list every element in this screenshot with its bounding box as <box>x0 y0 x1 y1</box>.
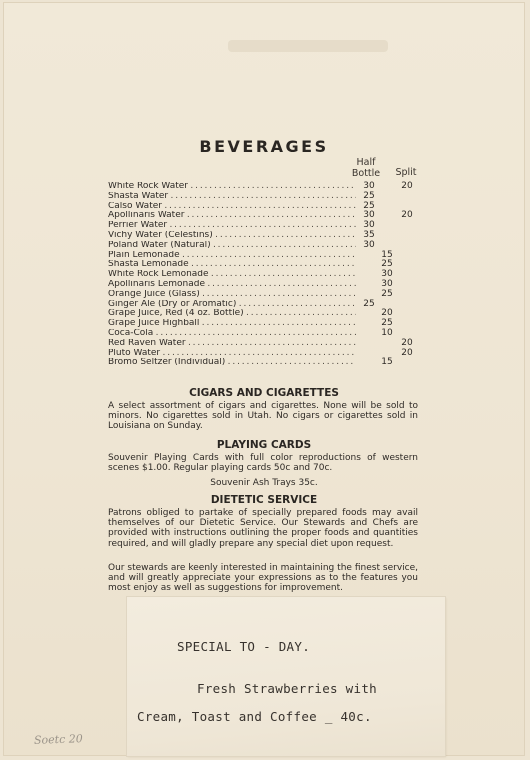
beverage-row <box>108 241 428 251</box>
beverage-price: 30 <box>381 269 393 280</box>
beverage-name: Coca-Cola . . . <box>108 329 356 339</box>
beverage-name: Orange Juice (Glass) . . . <box>108 290 356 300</box>
beverage-name: Red Raven Water . . . <box>108 339 356 349</box>
beverage-row <box>108 182 428 192</box>
beverage-name: Grape Juice, Red (4 oz. Bottle) . . . <box>108 309 356 319</box>
beverage-row <box>108 319 428 329</box>
beverage-name: Apollinaris Lemonade . . . <box>108 280 356 290</box>
beverage-row <box>108 260 428 270</box>
beverage-price: 10 <box>381 327 393 338</box>
playing-cards-heading: PLAYING CARDS <box>216 439 312 451</box>
column-header-half-bottle-label: Half Bottle <box>351 157 381 179</box>
beverage-name: Calso Water . . . <box>108 202 356 212</box>
beverage-price-half-bottle: 25 <box>363 200 375 211</box>
cigars-text: A select assortment of cigars and cigarettes. None will be sold to minors. No cigarettes sold in Utah. No cigars or cigarettes sold in Louisiana on Sunday. <box>108 401 418 432</box>
special-slip-line-2: Fresh Strawberries with <box>197 681 377 696</box>
ash-trays-text: Souvenir Ash Trays 35c. <box>210 478 318 488</box>
cigars-heading: CIGARS AND CIGARETTES <box>189 387 339 399</box>
special-slip-line-3: Cream, Toast and Coffee _ 40c. <box>137 709 372 724</box>
special-slip-line-1: SPECIAL TO - DAY. <box>177 639 311 654</box>
beverage-name: Shasta Lemonade . . . <box>108 260 356 270</box>
beverage-row <box>108 251 428 261</box>
beverage-price: 20 <box>381 308 393 319</box>
beverage-name: Pluto Water . . . <box>108 349 356 359</box>
beverage-price-half-bottle: 25 <box>363 298 375 309</box>
pencil-annotation: Soetc 20 <box>33 732 83 747</box>
column-header-half-bottle <box>347 158 385 179</box>
beverage-name: Apollinaris Water . . . <box>108 211 356 221</box>
beverage-row <box>108 329 428 339</box>
beverage-price-half-bottle: 35 <box>363 229 375 240</box>
beverage-row <box>108 300 428 310</box>
beverage-row <box>108 221 428 231</box>
closing-text: Our stewards are keenly interested in maintaining the finest service, and will greatly appreciate your expressions as to the features you most enjoy as well as suggestions for improvement. <box>108 563 418 594</box>
beverage-price: 30 <box>381 278 393 289</box>
beverage-name: Vichy Water (Celestins) . . . <box>108 231 356 241</box>
beverage-price-half-bottle: 30 <box>363 220 375 231</box>
beverage-price: 25 <box>381 318 393 329</box>
beverage-price-half-bottle: 30 <box>363 210 375 221</box>
special-today-slip <box>127 597 445 756</box>
beverage-price-split: 20 <box>401 181 413 191</box>
beverage-list <box>108 182 428 368</box>
beverage-name: Perrier Water . . . <box>108 221 356 231</box>
beverage-name: Shasta Water . . . <box>108 192 356 202</box>
beverage-name: Poland Water (Natural) . . . <box>108 241 356 251</box>
beverage-row <box>108 309 428 319</box>
beverage-price-half-bottle: 30 <box>363 239 375 250</box>
beverage-price: 25 <box>381 259 393 270</box>
beverage-row <box>108 192 428 202</box>
beverage-name: Bromo Seltzer (Individual) . . . <box>108 358 356 368</box>
beverage-price-split: 20 <box>401 337 413 348</box>
beverage-name: Plain Lemonade . . . <box>108 251 356 261</box>
beverage-price-split: 20 <box>401 210 413 221</box>
beverage-price: 15 <box>381 357 393 368</box>
beverage-name: Grape Juice Highball . . . <box>108 319 356 329</box>
beverage-row <box>108 358 428 368</box>
beverage-price: 25 <box>381 288 393 299</box>
beverage-name: White Rock Lemonade . . . <box>108 270 356 280</box>
beverage-name: Ginger Ale (Dry or Aromatic) . . . <box>108 300 356 310</box>
show-through-mark <box>228 40 388 52</box>
beverage-row <box>108 211 428 221</box>
beverage-price-half-bottle: 30 <box>363 181 375 191</box>
beverage-row <box>108 349 428 359</box>
beverage-row <box>108 339 428 349</box>
page-title: BEVERAGES <box>199 137 329 156</box>
beverage-price: 15 <box>381 249 393 260</box>
beverage-row <box>108 231 428 241</box>
dietetic-text: Patrons obliged to partake of specially prepared foods may avail themselves of our Dietetic Service. Our Stewards and Chefs are provided with instructions outlining the proper foods and quantities required, and will gladly prepare any special diet upon request. <box>108 508 418 549</box>
beverage-row <box>108 202 428 212</box>
playing-cards-text: Souvenir Playing Cards with full color reproductions of western scenes $1.00. Regular playing cards 50c and 70c. <box>108 453 418 474</box>
beverage-row <box>108 270 428 280</box>
beverage-row <box>108 290 428 300</box>
dietetic-heading: DIETETIC SERVICE <box>210 494 318 506</box>
beverage-price-split: 20 <box>401 347 413 358</box>
beverage-row <box>108 280 428 290</box>
column-header-split: Split <box>395 167 417 178</box>
beverage-price-half-bottle: 25 <box>363 190 375 201</box>
beverage-name: White Rock Water . . . <box>108 182 356 192</box>
